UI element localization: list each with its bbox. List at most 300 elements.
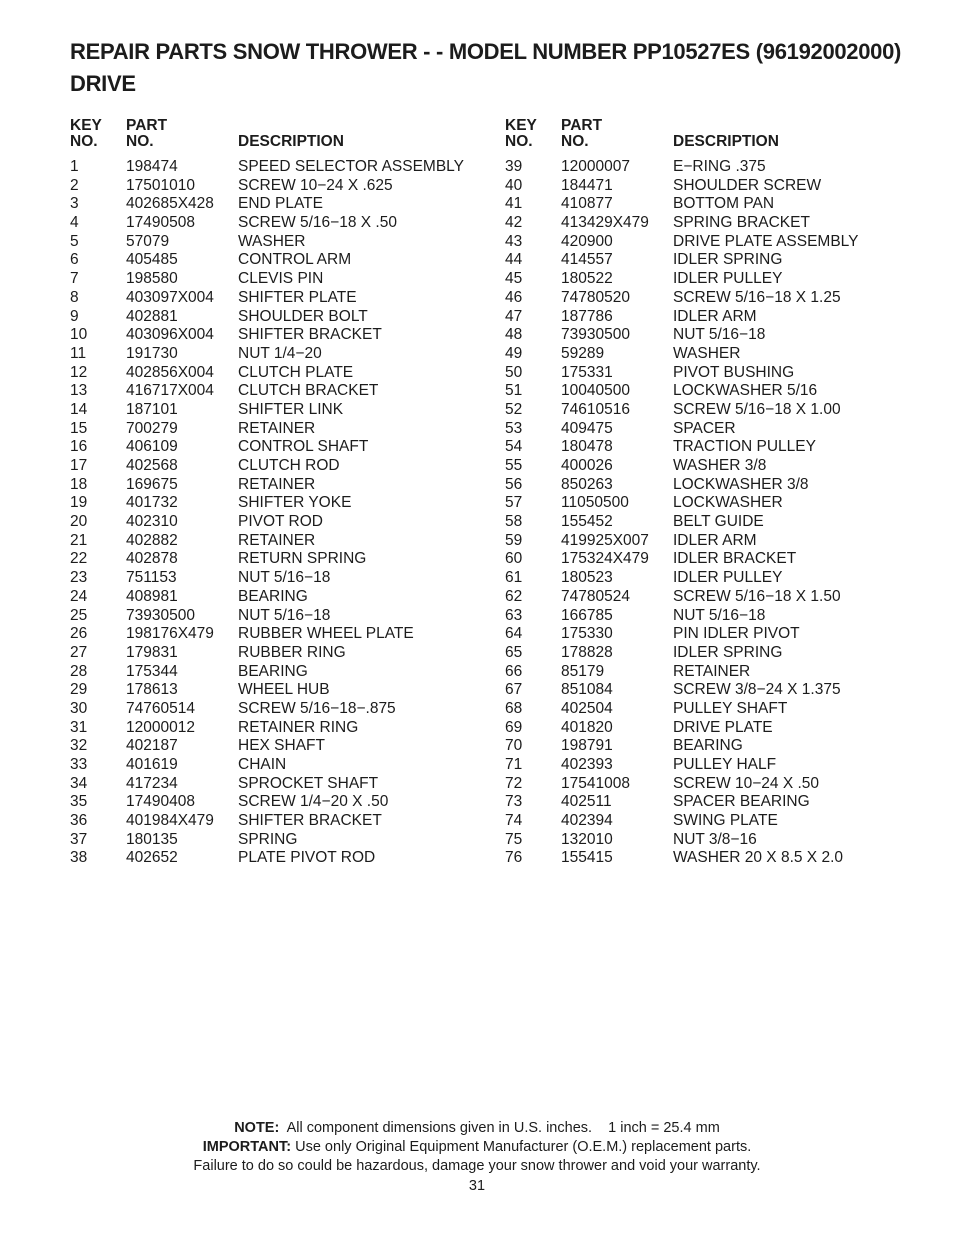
description-cell: SCREW 5/16−18 X .50 [238,214,397,232]
description-cell: SPEED SELECTOR ASSEMBLY [238,158,464,175]
description-cell: SCREW 5/16−18 X 1.25 [673,288,841,306]
key-no-cell: 33 [70,756,88,773]
key-no-cell: 56 [505,475,523,493]
warning-line: Failure to do so could be hazardous, damage your snow thrower and void your warranty. [193,1158,761,1174]
description-cell: IDLER BRACKET [673,550,797,568]
description-cell: RETURN SPRING [238,550,367,568]
part-no-cell: 180522 [561,270,613,288]
key-no-cell: 32 [70,737,88,755]
key-no-cell: 12 [70,363,88,381]
part-no-cell: 175330 [561,625,613,643]
note-line [0,1119,954,1138]
table-row [70,681,490,700]
part-no-cell: 198580 [126,270,178,288]
table-row [505,420,925,439]
part-no-cell: 187101 [126,400,178,418]
key-no-cell: 63 [505,606,523,624]
table-row [70,644,490,663]
table-row [70,364,490,383]
key-no-cell: 48 [505,326,523,344]
key-no-cell: 1 [70,158,79,175]
part-no-cell: 180478 [561,438,613,456]
key-no-cell: 70 [505,737,523,755]
part-no-cell: 401619 [126,756,178,773]
table-row [70,700,490,719]
part-no-cell: 198176X479 [126,625,214,643]
description-cell: END PLATE [238,195,323,213]
description-cell: CONTROL ARM [238,251,352,269]
table-row [70,532,490,551]
part-no-cell: 402856X004 [126,363,214,381]
part-no-cell: 191730 [126,344,178,362]
part-no-cell: 409475 [561,419,613,437]
key-no-cell: 31 [70,718,88,736]
key-no-cell: 69 [505,718,523,736]
important-text: Use only Original Equipment Manufacturer (O.E.M.) replacement parts. [291,1139,752,1155]
description-cell: LOCKWASHER 3/8 [673,475,809,493]
part-no-cell: 417234 [126,774,178,792]
part-no-cell: 180523 [561,569,613,587]
table-rows [505,158,925,868]
key-no-cell: 46 [505,288,523,306]
table-row [70,438,490,457]
table-row [70,420,490,439]
table-rows [70,158,490,868]
key-no-cell: 41 [505,195,523,213]
description-cell: SCREW 3/8−24 X 1.375 [673,681,841,699]
table-row [70,494,490,513]
key-no-cell: 76 [505,849,523,867]
page-title-line-2: DRIVE [70,71,136,96]
table-row [70,513,490,532]
description-cell: PIVOT ROD [238,513,323,531]
description-cell: DRIVE PLATE ASSEMBLY [673,232,859,250]
part-no-cell: 402652 [126,849,178,867]
part-no-cell: 401820 [561,718,613,736]
table-row [505,849,925,868]
key-no-cell: 74 [505,812,523,830]
part-no-cell: 198791 [561,737,613,755]
table-row [70,308,490,327]
part-no-cell: 402685X428 [126,195,214,213]
part-no-cell: 403096X004 [126,326,214,344]
description-cell: IDLER PULLEY [673,270,783,288]
key-no-cell: 60 [505,550,523,568]
key-no-cell: 11 [70,344,87,362]
part-no-cell: 155415 [561,849,613,867]
key-no-cell: 67 [505,681,523,699]
description-cell: SCREW 5/16−18−.875 [238,699,396,717]
table-header [70,118,490,158]
part-no-cell: 74780520 [561,288,630,306]
key-no-cell: 30 [70,699,88,717]
key-no-cell: 40 [505,176,523,194]
description-cell: SHOULDER SCREW [673,176,822,194]
description-cell: SHIFTER PLATE [238,288,357,306]
table-row [505,214,925,233]
table-row [70,663,490,682]
part-no-cell: 198474 [126,158,178,175]
parts-table-left [70,118,490,868]
table-row [505,532,925,551]
description-cell: BOTTOM PAN [673,195,775,213]
part-no-cell: 179831 [126,643,178,661]
description-cell: RETAINER [238,475,316,493]
table-row [505,700,925,719]
key-no-cell: 38 [70,849,88,867]
part-no-cell: 414557 [561,251,613,269]
description-cell: SHIFTER LINK [238,400,344,418]
description-cell: RUBBER WHEEL PLATE [238,625,414,643]
description-cell: WASHER [673,344,741,362]
part-no-cell: 12000007 [561,158,630,175]
key-no-cell: 57 [505,494,523,512]
part-no-header: PART NO. [561,117,603,150]
description-cell: IDLER SPRING [673,251,783,269]
key-no-cell: 64 [505,625,523,643]
key-no-cell: 21 [70,531,88,549]
part-no-cell: 402881 [126,307,178,325]
part-no-cell: 85179 [561,662,605,680]
key-no-cell: 72 [505,774,523,792]
description-cell: SWING PLATE [673,812,778,830]
description-cell: WHEEL HUB [238,681,330,699]
description-cell: BEARING [238,662,308,680]
description-cell: PULLEY SHAFT [673,699,788,717]
key-no-header: KEY NO. [505,117,537,150]
table-row [505,625,925,644]
table-row [70,793,490,812]
key-no-cell: 9 [70,307,79,325]
key-no-cell: 15 [70,419,88,437]
description-cell: LOCKWASHER [673,494,783,512]
table-row [70,270,490,289]
part-no-cell: 73930500 [126,606,195,624]
part-no-cell: 17501010 [126,176,195,194]
key-no-cell: 55 [505,457,523,474]
part-no-cell: 178613 [126,681,178,699]
description-cell: BEARING [673,737,743,755]
description-cell: RETAINER [673,662,751,680]
table-row [505,663,925,682]
table-row [505,158,925,177]
key-no-cell: 17 [70,457,88,474]
description-cell: NUT 3/8−16 [673,830,757,848]
table-row [70,737,490,756]
key-no-cell: 4 [70,214,79,232]
table-row [70,812,490,831]
table-row [505,719,925,738]
table-row [505,308,925,327]
part-no-cell: 74610516 [561,400,630,418]
part-no-cell: 166785 [561,606,613,624]
part-no-cell: 402393 [561,756,613,773]
key-no-cell: 44 [505,251,523,269]
table-row [505,588,925,607]
part-no-cell: 751153 [126,569,177,587]
key-no-cell: 54 [505,438,523,456]
table-row [505,382,925,401]
table-row [505,345,925,364]
part-no-cell: 851084 [561,681,613,699]
table-row [505,681,925,700]
key-no-cell: 59 [505,531,523,549]
part-no-cell: 401732 [126,494,178,512]
part-no-cell: 405485 [126,251,178,269]
part-no-cell: 410877 [561,195,613,213]
key-no-cell: 2 [70,176,79,194]
description-cell: SHOULDER BOLT [238,307,368,325]
key-no-cell: 45 [505,270,523,288]
table-header [505,118,925,158]
description-cell: RUBBER RING [238,643,346,661]
part-no-cell: 419925X007 [561,531,649,549]
table-row [70,775,490,794]
description-cell: IDLER SPRING [673,643,783,661]
table-row [505,494,925,513]
part-no-cell: 155452 [561,513,613,531]
table-row [70,401,490,420]
part-no-cell: 402882 [126,531,178,549]
table-row [505,438,925,457]
part-no-cell: 11050500 [561,494,629,512]
table-row [70,345,490,364]
table-row [505,756,925,775]
part-no-cell: 17490508 [126,214,195,232]
page-number: 31 [468,1178,486,1194]
description-cell: SCREW 10−24 X .50 [673,774,820,792]
key-no-cell: 6 [70,251,79,269]
description-cell: SHIFTER BRACKET [238,812,382,830]
description-cell: IDLER ARM [673,307,757,325]
key-no-cell: 14 [70,400,88,418]
key-no-cell: 36 [70,812,88,830]
key-no-cell: 18 [70,475,88,493]
part-no-cell: 402504 [561,699,613,717]
key-no-cell: 10 [70,326,88,344]
description-cell: NUT 1/4−20 [238,344,322,362]
key-no-cell: 35 [70,793,88,811]
description-cell: HEX SHAFT [238,737,325,755]
note-text: All component dimensions given in U.S. inches. 1 inch = 25.4 mm [279,1120,720,1136]
description-cell: RETAINER [238,419,316,437]
part-no-cell: 402310 [126,513,178,531]
description-cell: NUT 5/16−18 [238,569,331,587]
key-no-cell: 51 [505,382,523,400]
table-row [505,793,925,812]
table-row [70,831,490,850]
description-cell: PIVOT BUSHING [673,363,795,381]
table-row [505,289,925,308]
part-no-cell: 178828 [561,643,613,661]
table-row [505,177,925,196]
table-row [70,195,490,214]
description-cell: SCREW 5/16−18 X 1.00 [673,400,841,418]
table-row [505,569,925,588]
description-cell: BEARING [238,587,308,605]
part-no-cell: 169675 [126,475,178,493]
part-no-cell: 406109 [126,438,178,456]
table-row [70,233,490,252]
important-line [0,1138,954,1157]
part-no-cell: 403097X004 [126,288,214,306]
table-row [505,476,925,495]
table-row [70,177,490,196]
key-no-cell: 61 [505,569,523,587]
footer-notes [0,1119,954,1176]
key-no-cell: 20 [70,513,88,531]
key-no-cell: 52 [505,400,523,418]
description-cell: SPRING BRACKET [673,214,810,232]
part-no-cell: 850263 [561,475,613,493]
part-no-cell: 187786 [561,307,613,325]
table-row [70,756,490,775]
key-no-cell: 25 [70,606,88,624]
part-no-cell: 175324X479 [561,550,649,568]
table-row [70,719,490,738]
key-no-cell: 39 [505,158,523,175]
description-cell: WASHER 20 X 8.5 X 2.0 [673,849,844,867]
description-cell: RETAINER [238,531,316,549]
part-no-cell: 17490408 [126,793,195,811]
part-no-cell: 700279 [126,419,178,437]
description-cell: SHIFTER BRACKET [238,326,382,344]
description-cell: PULLEY HALF [673,756,777,773]
part-no-cell: 420900 [561,232,613,250]
table-row [70,550,490,569]
part-no-cell: 180135 [126,830,178,848]
description-cell: E−RING .375 [673,158,766,175]
key-no-cell: 71 [505,756,523,773]
part-no-cell: 184471 [561,176,613,194]
table-row [505,233,925,252]
part-no-cell: 12000012 [126,718,195,736]
table-row [505,831,925,850]
key-no-header: KEY NO. [70,117,102,150]
table-row [505,251,925,270]
description-cell: CLUTCH ROD [238,457,340,474]
key-no-cell: 47 [505,307,523,325]
key-no-cell: 23 [70,569,88,587]
table-row [505,644,925,663]
description-cell: SCREW 1/4−20 X .50 [238,793,389,811]
page-title [70,36,930,100]
key-no-cell: 58 [505,513,523,531]
key-no-cell: 50 [505,363,523,381]
key-no-cell: 3 [70,195,79,213]
key-no-cell: 29 [70,681,88,699]
table-row [505,457,925,476]
key-no-cell: 24 [70,587,88,605]
part-no-cell: 74760514 [126,699,195,717]
table-row [505,812,925,831]
key-no-cell: 66 [505,662,523,680]
description-cell: WASHER [238,232,306,250]
key-no-cell: 53 [505,419,523,437]
table-row [505,364,925,383]
description-cell: LOCKWASHER 5/16 [673,382,818,400]
key-no-cell: 37 [70,830,88,848]
table-row [505,775,925,794]
part-no-cell: 57079 [126,232,170,250]
key-no-cell: 8 [70,288,79,306]
key-no-cell: 27 [70,643,88,661]
description-cell: NUT 5/16−18 [673,326,766,344]
table-row [70,588,490,607]
table-row [70,214,490,233]
part-no-cell: 413429X479 [561,214,649,232]
description-cell: WASHER 3/8 [673,457,767,474]
description-cell: RETAINER RING [238,718,359,736]
table-row [70,476,490,495]
description-cell: BELT GUIDE [673,513,764,531]
key-no-cell: 49 [505,344,523,362]
part-no-cell: 175344 [126,662,178,680]
part-no-cell: 400026 [561,457,613,474]
key-no-cell: 73 [505,793,523,811]
description-cell: TRACTION PULLEY [673,438,816,456]
page-title-line-1: REPAIR PARTS SNOW THROWER - - MODEL NUMBER PP10527ES (96192002000) [70,39,902,64]
description-cell: IDLER PULLEY [673,569,783,587]
description-cell: SPRING [238,830,298,848]
table-row [70,251,490,270]
key-no-cell: 42 [505,214,523,232]
key-no-cell: 7 [70,270,79,288]
table-row [505,550,925,569]
description-cell: IDLER ARM [673,531,757,549]
note-label: NOTE: [234,1120,280,1136]
parts-table-right [505,118,925,868]
key-no-cell: 22 [70,550,88,568]
table-row [505,401,925,420]
description-cell: SCREW 5/16−18 X 1.50 [673,587,841,605]
table-row [505,195,925,214]
part-no-cell: 74780524 [561,587,630,605]
part-no-cell: 175331 [561,363,613,381]
part-no-cell: 401984X479 [126,812,214,830]
part-no-header: PART NO. [126,117,168,150]
table-row [70,569,490,588]
table-row [70,382,490,401]
part-no-cell: 59289 [561,344,605,362]
key-no-cell: 62 [505,587,523,605]
description-cell: PIN IDLER PIVOT [673,625,800,643]
table-row [70,625,490,644]
description-cell: SCREW 10−24 X .625 [238,176,393,194]
key-no-cell: 5 [70,232,79,250]
table-row [70,849,490,868]
description-cell: PLATE PIVOT ROD [238,849,376,867]
important-label: IMPORTANT: [202,1139,292,1155]
key-no-cell: 68 [505,699,523,717]
key-no-cell: 43 [505,232,523,250]
part-no-cell: 402568 [126,457,178,474]
table-row [70,326,490,345]
description-cell: CLEVIS PIN [238,270,324,288]
key-no-cell: 65 [505,643,523,661]
description-cell: CHAIN [238,756,287,773]
key-no-cell: 28 [70,662,88,680]
key-no-cell: 26 [70,625,88,643]
part-no-cell: 402878 [126,550,178,568]
part-no-cell: 402394 [561,812,613,830]
table-row [70,158,490,177]
table-row [70,289,490,308]
key-no-cell: 16 [70,438,88,456]
description-cell: NUT 5/16−18 [238,606,331,624]
description-cell: SPACER BEARING [673,793,810,811]
part-no-cell: 402511 [561,793,612,811]
